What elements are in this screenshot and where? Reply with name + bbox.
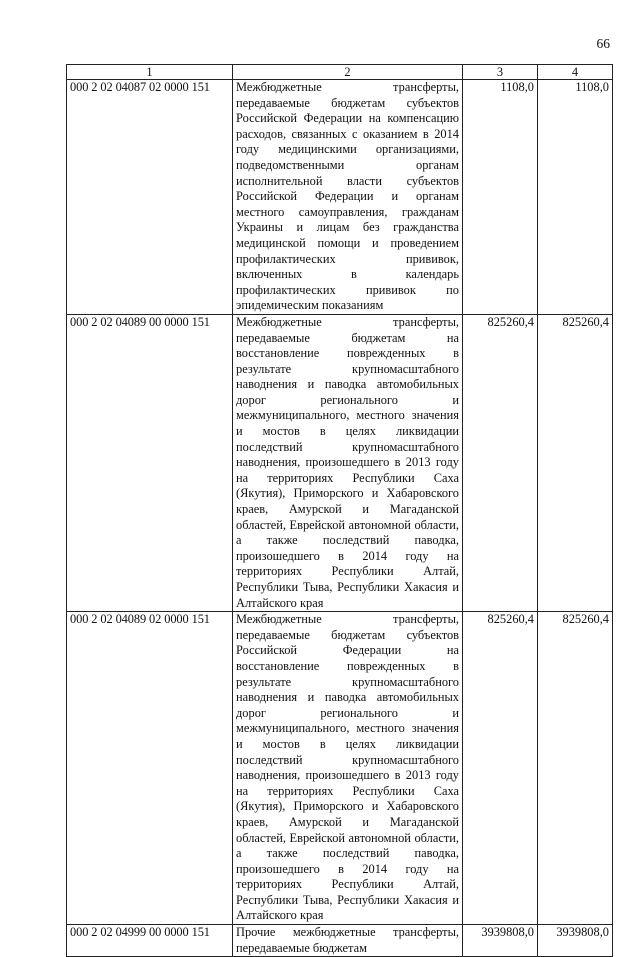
table-row (67, 314, 613, 611)
value-column-4: 825260,4 (538, 612, 613, 925)
column-header-4: 4 (538, 65, 613, 80)
budget-code: 000 2 02 04999 00 0000 151 (67, 925, 233, 957)
row-description: Межбюджетные трансферты, передаваемые бюджетам субъектов Российской Федерации на компенсацию расходов, связанных с оказанием в 2014 году медицинскими организациями, подведомственными органам исполнительной власти субъектов Российской Федерации и органам местного самоуправления, гражданам Украины и лицам без гражданства медицинской помощи и проведением профилактических прививок, включенных в календарь профилактических прививок по эпидемическим показаниям (233, 80, 463, 315)
table-body (67, 80, 613, 957)
value-column-3: 825260,4 (463, 314, 538, 611)
header-row (67, 65, 613, 80)
table-row (67, 80, 613, 315)
budget-code: 000 2 02 04089 02 0000 151 (67, 612, 233, 925)
page-number: 66 (596, 36, 610, 51)
value-column-3: 825260,4 (463, 612, 538, 925)
table-row (67, 612, 613, 925)
value-column-4: 825260,4 (538, 314, 613, 611)
value-column-4: 1108,0 (538, 80, 613, 315)
table-row (67, 925, 613, 957)
budget-code: 000 2 02 04089 00 0000 151 (67, 314, 233, 611)
row-description: Прочие межбюджетные трансферты, передаваемые бюджетам (233, 925, 463, 957)
row-description: Межбюджетные трансферты, передаваемые бюджетам субъектов Российской Федерации на восстановление поврежденных в результате крупномасштабного наводнения и паводка автомобильных дорог регионального и межмуниципального, местного значения и мостов в целях ликвидации последствий крупномасштабного наводнения, произошедшего в 2013 году на территориях Республики Саха (Якутия), Приморского и Хабаровского краев, Амурской и Магаданской областей, Еврейской автономной области, а также последствий паводка, произошедшего в 2014 году на территориях Республики Алтай, Республики Тыва, Республики Хакасия и Алтайского края (233, 612, 463, 925)
value-column-4: 3939808,0 (538, 925, 613, 957)
table-header (67, 65, 613, 80)
value-column-3: 1108,0 (463, 80, 538, 315)
column-header-1: 1 (67, 65, 233, 80)
row-description: Межбюджетные трансферты, передаваемые бюджетам на восстановление поврежденных в результате крупномасштабного наводнения и паводка автомобильных дорог регионального и межмуниципального, местного значения и мостов в целях ликвидации последствий крупномасштабного наводнения, произошедшего в 2013 году на территориях Республики Саха (Якутия), Приморского и Хабаровского краев, Амурской и Магаданской областей, Еврейской автономной области, а также последствий паводка, произошедшего в 2014 году на территориях Республики Алтай, Республики Тыва, Республики Хакасия и Алтайского края (233, 314, 463, 611)
column-header-3: 3 (463, 65, 538, 80)
value-column-3: 3939808,0 (463, 925, 538, 957)
budget-code: 000 2 02 04087 02 0000 151 (67, 80, 233, 315)
budget-table (66, 64, 613, 957)
column-header-2: 2 (233, 65, 463, 80)
